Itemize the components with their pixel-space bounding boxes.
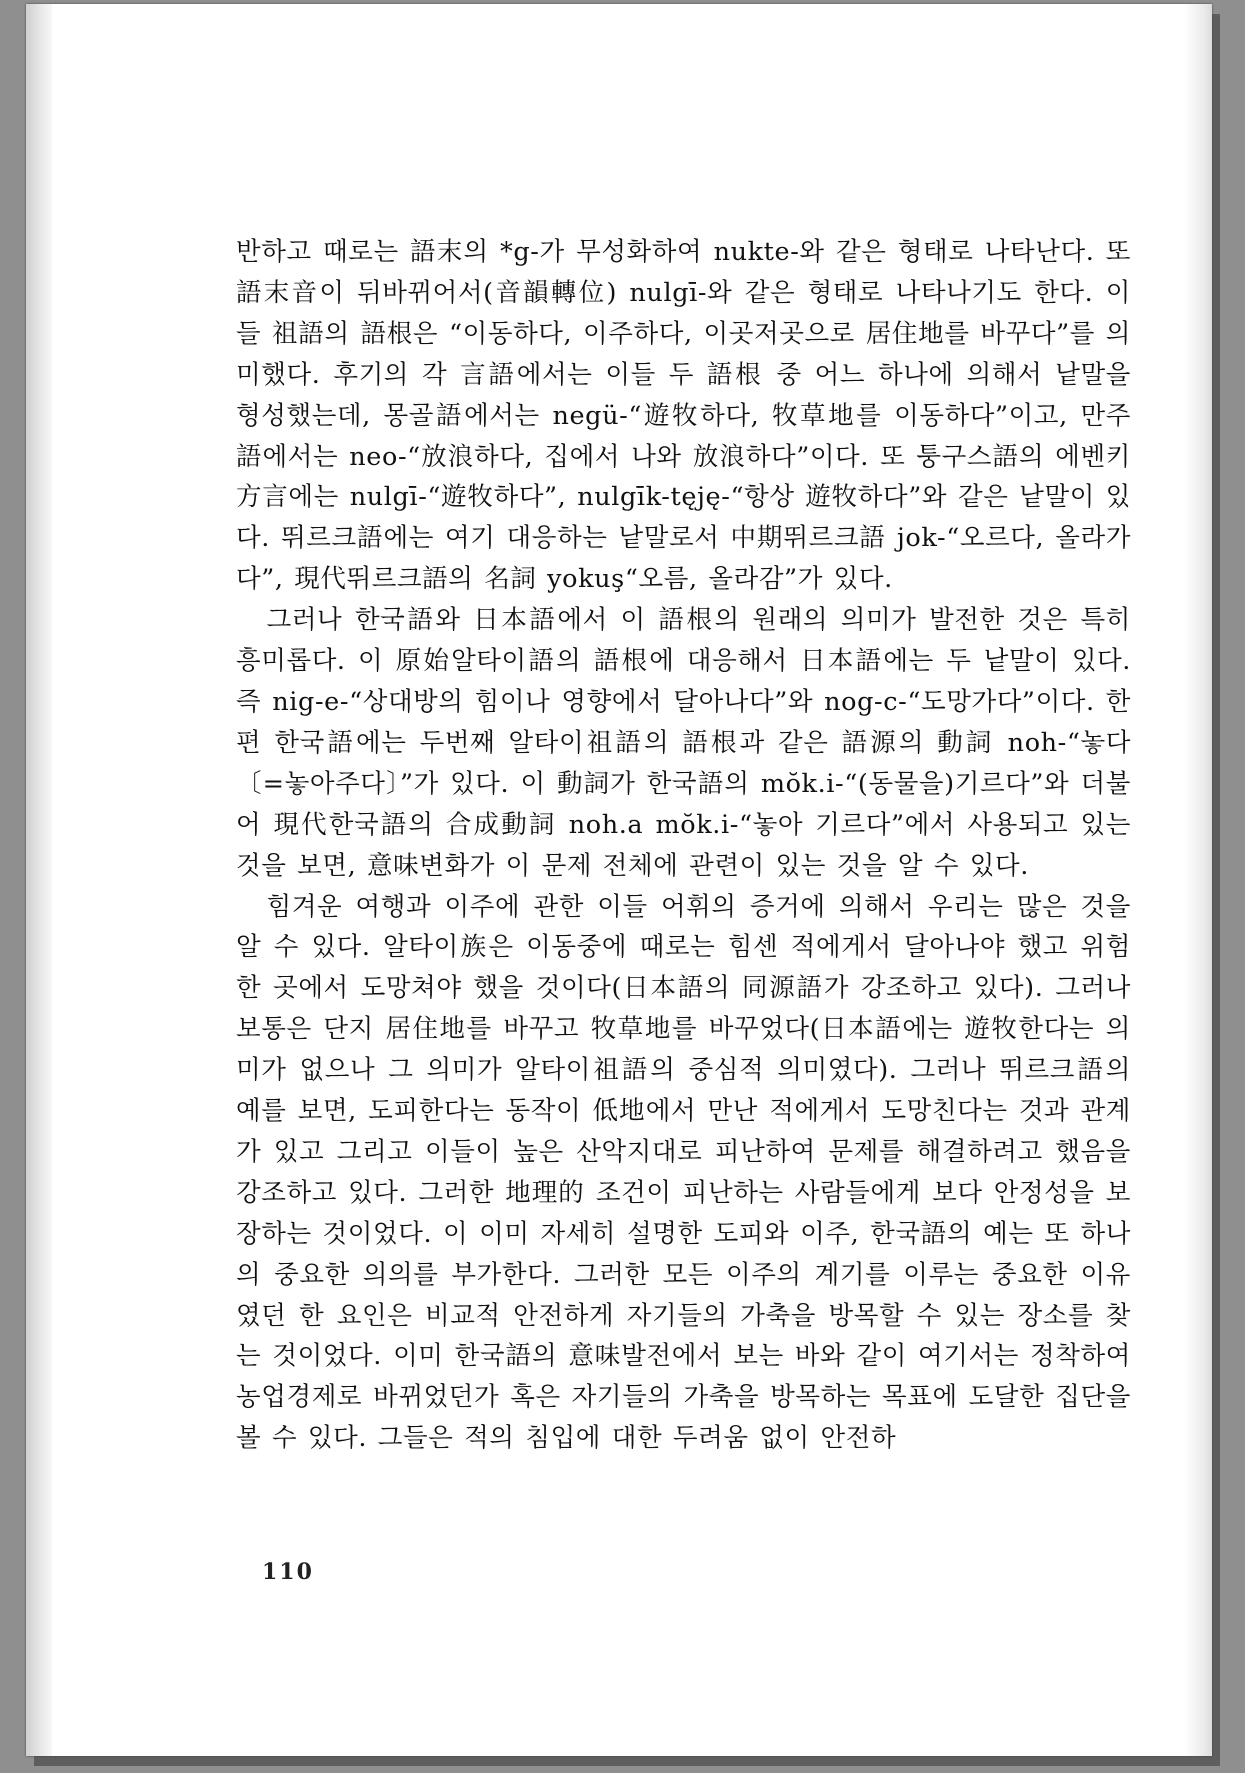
paragraph-1: 반하고 때로는 語末의 *g-가 무성화하여 nukte-와 같은 형태로 나타난다. 또 語末音이 뒤바뀌어서(音韻轉位) nulgī-와 같은 형태로 나타나기도 한다. 이들 祖語의 語根은 “이동하다, 이주하다, 이곳저곳으로 居住地를 바꾸다”를 의미했다. 후기의 각 言語에서는 이들 두 語根 중 어느 하나에 의해서 낱말을 형성했는데, 몽골語에서는 negü-“遊牧하다, 牧草地를 이동하다”이고, 만주語에서는 neo-“放浪하다, 집에서 나와 放浪하다”이다. 또 퉁구스語의 에벤키方言에는 nulgī-“遊牧하다”, nulgīk-tęję-“항상 遊牧하다”와 같은 낱말이 있다. 뛰르크語에는 여기 대응하는 낱말로서 中期뛰르크語 jok-“오르다, 올라가다”, 現代뛰르크語의 名詞 yokuş“오름, 올라감”가 있다. — [236, 237, 1131, 595]
page-spine — [26, 4, 52, 1756]
book-page — [26, 4, 1212, 1756]
page-edge — [1184, 4, 1212, 1756]
paragraph-2: 그러나 한국語와 日本語에서 이 語根의 원래의 의미가 발전한 것은 특히 흥미롭다. 이 原始알타이語의 語根에 대응해서 日本語에는 두 낱말이 있다. 즉 nig-e-“상대방의 힘이나 영향에서 달아나다”와 nog-c-“도망가다”이다. 한편 한국語에는 두번째 알타이祖語의 語根과 같은 語源의 動詞 noh-“놓다〔=놓아주다〕”가 있다. 이 動詞가 한국語의 mŏk.i-“(동물을)기르다”와 더불어 現代한국語의 合成動詞 noh.a mŏk.i-“놓아 기르다”에서 사용되고 있는 것을 보면, 意味변화가 이 문제 전체에 관련이 있는 것을 알 수 있다. — [236, 605, 1131, 881]
page-number: 110 — [262, 1559, 314, 1585]
paragraph-3: 힘겨운 여행과 이주에 관한 이들 어휘의 증거에 의해서 우리는 많은 것을 알 수 있다. 알타이族은 이동중에 때로는 힘센 적에게서 달아나야 했고 위험한 곳에서 도망쳐야 했을 것이다(日本語의 同源語가 강조하고 있다). 그러나 보통은 단지 居住地를 바꾸고 牧草地를 바꾸었다(日本語에는 遊牧한다는 의미가 없으나 그 의미가 알타이祖語의 중심적 의미였다). 그러나 뛰르크語의 예를 보면, 도피한다는 동작이 低地에서 만난 적에게서 도망친다는 것과 관계가 있고 그리고 이들이 높은 산악지대로 피난하여 문제를 해결하려고 했음을 강조하고 있다. 그러한 地理的 조건이 피난하는 사람들에게 보다 안정성을 보장하는 것이었다. 이 이미 자세히 설명한 도피와 이주, 한국語의 예는 또 하나의 중요한 의의를 부가한다. 그러한 모든 이주의 계기를 이루는 중요한 이유였던 한 요인은 비교적 안전하게 자기들의 가축을 방목할 수 있는 장소를 찾는 것이었다. 이미 한국語의 意味발전에서 보는 바와 같이 여기서는 정착하여 농업경제로 바뀌었던가 혹은 자기들의 가축을 방목하는 목표에 도달한 집단을 볼 수 있다. 그들은 적의 침입에 대한 두려움 없이 안전하 — [236, 891, 1131, 1454]
body-text — [236, 232, 1131, 1459]
